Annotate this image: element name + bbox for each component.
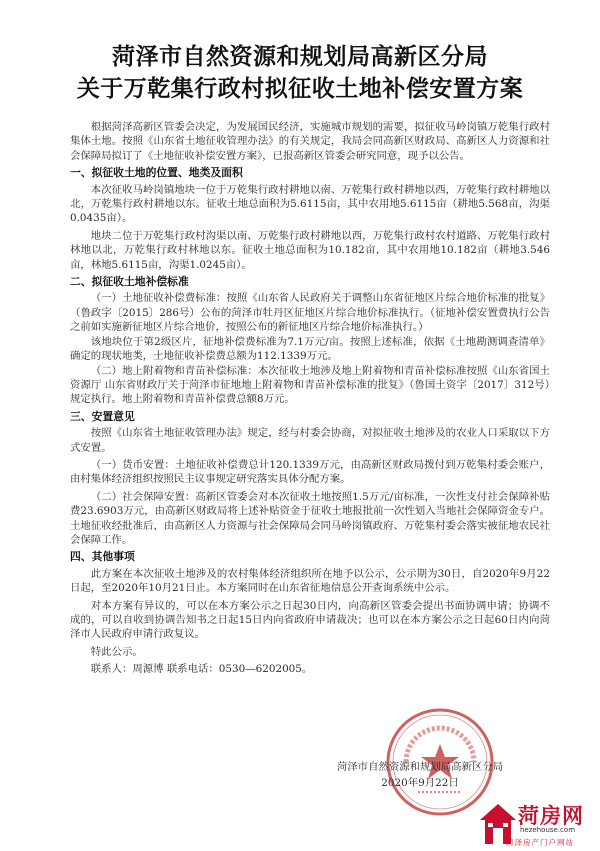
section4-paragraph-2: 对本方案有异议的，可以在本方案公示之日起30日内，向高新区管委会提出书面协调申请；协调不成的，可以自收到协调告知书之日起15日内向省政府申请裁决；也可以在本方案公示之日起60日内向菏泽市人民政府申请行政复议。 <box>70 599 550 641</box>
section1-paragraph-1: 本次征收马岭岗镇地块一位于万乾集行政村耕地以南、万乾集行政村耕地以西，万乾集行政村耕地以北，万乾集行政村耕地以东。征收土地总面积为5.6115亩，其中农用地5.6115亩（耕地5.568亩，沟渠0.0435亩）。 <box>70 183 550 225</box>
section-heading-compensation: 二、拟征收土地补偿标准 <box>70 275 189 289</box>
intro-paragraph: 根据菏泽高新区管委会决定，为发展国民经济，实施城市规划的需要，拟征收马岭岗镇万乾集行政村集体土地。按照《山东省土地征收管理办法》的有关规定，我局会同高新区财政局、高新区人力资源和社会保障局拟订了《土地征收补偿安置方案》，已报高新区管委会研究同意，现予以公告。 <box>70 121 550 162</box>
site-watermark <box>476 798 600 851</box>
document-title-line2: 关于万乾集行政村拟征收土地补偿安置方案 <box>76 76 524 102</box>
section1-paragraph-2: 地块二位于万乾集行政村沟渠以南、万乾集行政村耕地以西，万乾集行政村农村道路、万乾集行政村林地以北，万乾集行政村林地以东。征收土地总面积为10.182亩，其中农用地10.182亩（耕地3.546亩，林地5.6115亩，沟渠1.0245亩）。 <box>70 229 550 271</box>
section2-paragraph-3: （二）地上附着物和青苗补偿标准：本次征收土地涉及地上附着物和青苗补偿标准按照《山东省国土资源厅 山东省财政厅关于菏泽市征地地上附着物和青苗补偿标准的批复》（鲁国土资字〔2017〕312号）规定执行。地上附着物和青苗补偿费总额8万元。 <box>70 364 550 406</box>
section2-paragraph-2: 该地块位于第2级区片，征地补偿费标准为7.1万元/亩。按照上述标准，依据《土地勘测调查清单》确定的现状地类，土地征收补偿费总额为112.1339万元。 <box>70 335 550 363</box>
document-body <box>70 120 550 677</box>
section2-paragraph-1: （一）土地征收补偿费标准：按照《山东省人民政府关于调整山东省征地区片综合地价标准的批复》（鲁政字〔2015〕286号）公布的菏泽市牡丹区征地区片综合地价标准执行。（征地补偿安置费执行公告之前如实施新征地区片综合地价，按照公布的新征地区片综合地价标准执行。） <box>70 292 550 334</box>
watermark-brand: 菏房网 <box>518 804 584 828</box>
section-heading-other: 四、其他事项 <box>70 550 135 564</box>
section3-paragraph-3: （二）社会保障安置：高新区管委会对本次征收土地按照1.5万元/亩标准，一次性支付社会保障补贴费23.6903万元，由高新区财政局将上述补贴资金于征收土地报批前一次性划入当地社会保障资金专户。土地征收经批准后，由高新区人力资源与社会保障局会同马岭岗镇政府、万乾集村委会落实被征地农民社会保障工作。 <box>70 490 550 546</box>
watermark-slogan: 菏泽房产门户网站 <box>506 838 574 847</box>
section3-paragraph-2: （一）货币安置：土地征收补偿费总计120.1339万元，由高新区财政局拨付到万乾集村委会账户，由村集体经济组织按照民主议事规定研究落实具体分配方案。 <box>70 458 550 486</box>
watermark-url: hezehouse.com <box>520 826 576 834</box>
document-title-line1: 菏泽市自然资源和规划局高新区分局 <box>112 44 488 70</box>
signature-organization: 菏泽市自然资源和规划局高新区分局 <box>336 761 504 773</box>
closing-text: 特此公示。 <box>90 645 143 658</box>
contact-line: 联系人：周源博 联系电话：0530—6202005。 <box>90 663 313 676</box>
section-heading-resettlement: 三、安置意见 <box>70 409 135 423</box>
signature-date: 2020年9月22日 <box>381 777 459 789</box>
section3-paragraph-1: 按照《山东省土地征收管理办法》规定，经与村委会协商，对拟征收土地涉及的农业人口采取以下方式安置。 <box>70 427 550 454</box>
section4-paragraph-1: 此方案在本次征收土地涉及的农村集体经济组织所在地予以公示，公示期为30日，自2020年9月22日起，至2020年10月21日止。本方案同时在山东省征地信息公开查询系统中公示。 <box>70 567 550 595</box>
section-heading-location: 一、拟征收土地的位置、地类及面积 <box>70 166 243 180</box>
